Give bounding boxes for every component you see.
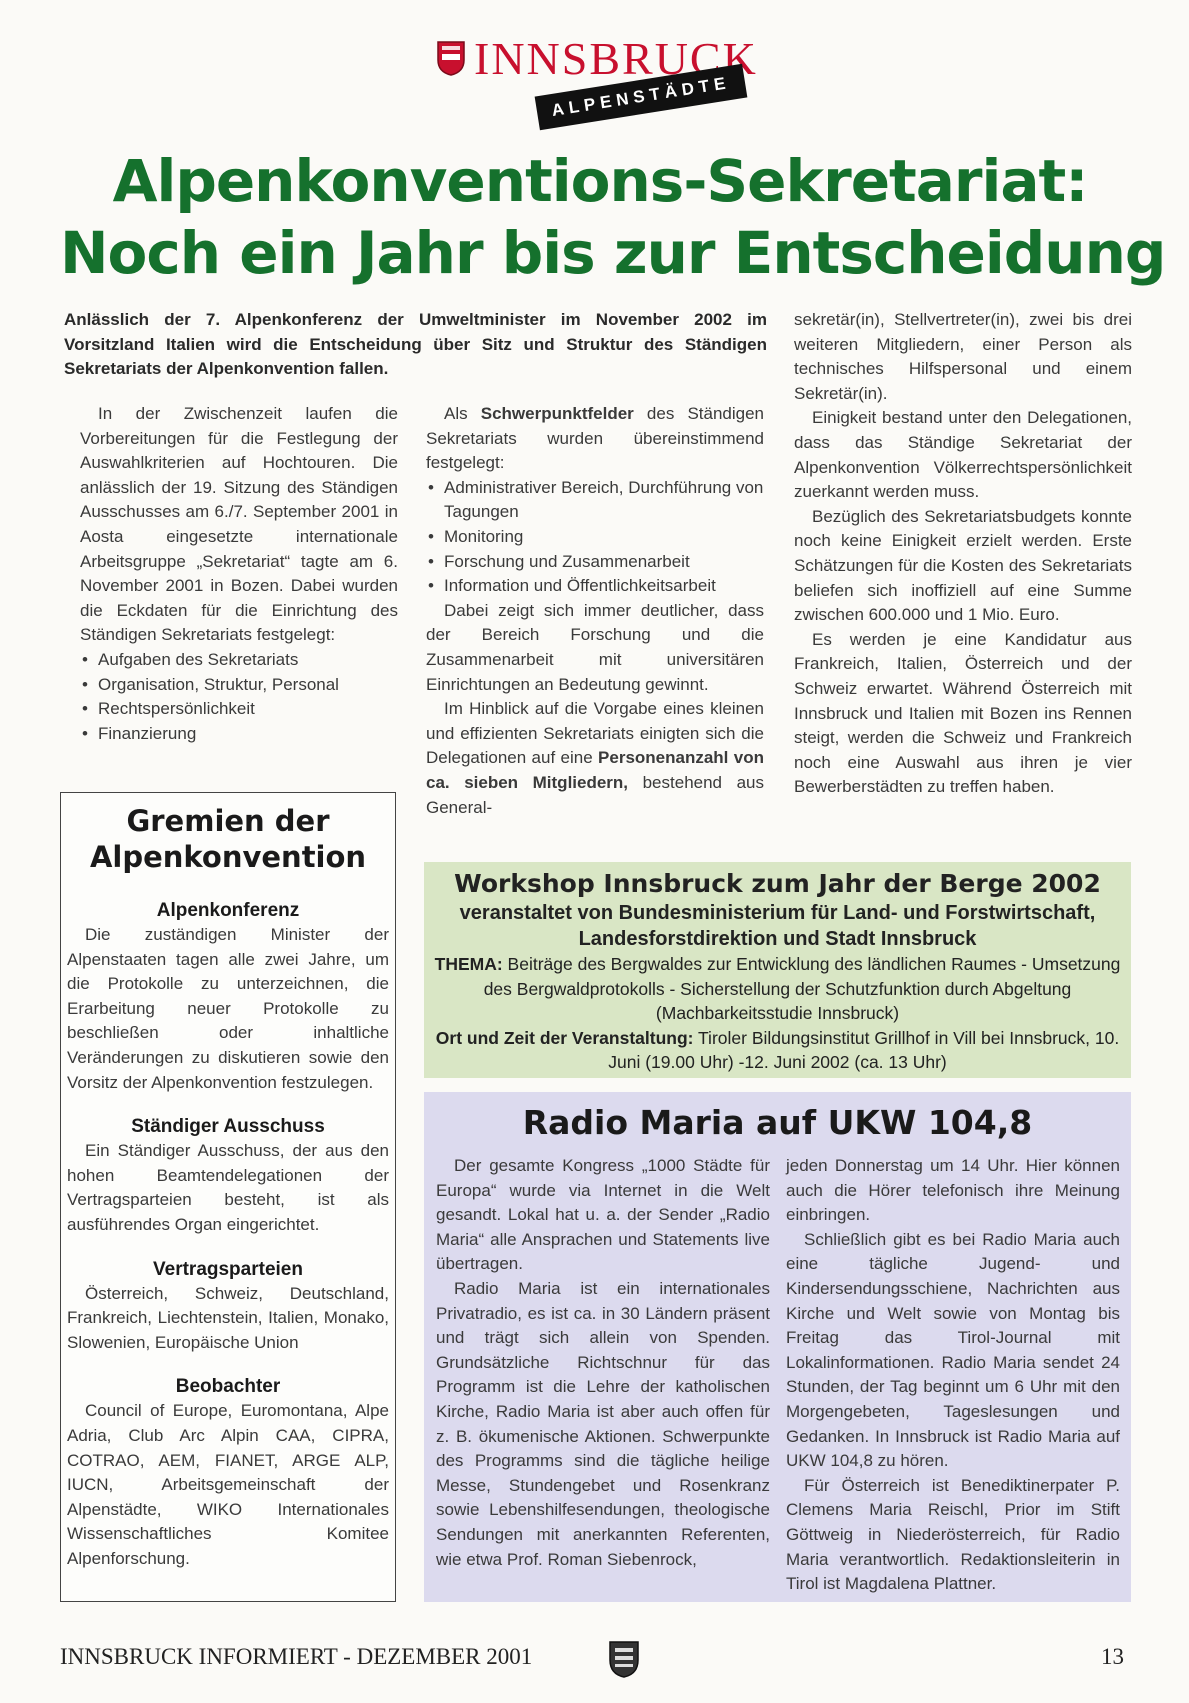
ort-label: Ort und Zeit der Veranstaltung: bbox=[435, 1027, 694, 1048]
radio-paragraph: jeden Donnerstag um 14 Uhr. Hier können auch die Hörer telefonisch ihre Meinung einbringen. bbox=[786, 1156, 1120, 1225]
masthead bbox=[436, 33, 766, 121]
radio-paragraph: Schließlich gibt es bei Radio Maria auch eine tägliche Jugend- und Kindersendungsschiene, Nachrichten aus Kirche und Welt sowie von Montag bis Freitag das Tirol-Journal mit Lokalinformationen. Radio Maria sendet 24 Stunden, der Tag beginnt um 6 Uhr mit den Morgengebeten, Tageslesungen und Gedanken. In Innsbruck ist Radio Maria auf UKW 104,8 zu hören. bbox=[786, 1229, 1120, 1471]
gremien-sidebar-box bbox=[60, 792, 396, 1602]
section-text: Ein Ständiger Ausschuss, der aus den hohen Beamtendelegationen der Vertragsparteien besteht, ist als ausführendes Organ eingerichtet. bbox=[67, 1141, 389, 1234]
list-item: • Finanzierung bbox=[80, 722, 398, 747]
list-item: • Forschung und Zusammenarbeit bbox=[426, 550, 764, 575]
gremien-section-beobachter bbox=[67, 1375, 389, 1571]
col1-paragraph-1: In der Zwischenzeit laufen die Vorbereitungen für die Festlegung der Auswahlkriterien auf Hochtouren. Die anlässlich der 19. Sitzung des Ständigen Ausschusses am 6./7. September 2001 in Aosta eingesetzte internationale Arbeitsgruppe „Sekretariat“ tagte am 6. November 2001 in Bozen. Dabei wurden die Eckdaten für die Einrichtung des Ständigen Sekretariats festgelegt: bbox=[80, 404, 398, 645]
innsbruck-shield-icon bbox=[436, 40, 466, 76]
page-title bbox=[60, 145, 1166, 289]
emphasis-personenanzahl: Personenanzahl von ca. sieben Mitgliedern, bbox=[426, 748, 764, 792]
workshop-thema bbox=[434, 952, 1121, 1026]
radio-column-left bbox=[436, 1154, 770, 1572]
thema-label: THEMA: bbox=[434, 954, 503, 974]
gremien-section-vertragsparteien bbox=[67, 1258, 389, 1356]
section-text: Die zuständigen Minister der Alpenstaaten tagen alle zwei Jahre, um die Protokolle zu unterzeichnen, die Erarbeitung neuer Protokolle zu beschließen oder inhaltliche Veränderungen zu diskutieren sowie den Vorsitz der Alpenkonvention festzulegen. bbox=[67, 925, 389, 1092]
masthead-name: INNSBRUCK bbox=[474, 33, 758, 84]
text-run: bestehend aus General- bbox=[426, 772, 764, 817]
col2-paragraph-1 bbox=[426, 402, 764, 476]
text-run: Als bbox=[444, 404, 481, 423]
gremien-title bbox=[67, 803, 389, 875]
section-text: Council of Europe, Euromontana, Alpe Adria, Club Arc Alpin CAA, CIPRA, COTRAO, AEM, FIANET, ARGE ALP, IUCN, Arbeitsgemeinschaft der Alpenstädte, WIKO Internationales Wissenschaftliches Komitee Alpenforschung. bbox=[67, 1401, 389, 1568]
col3-paragraph-4: Es werden je eine Kandidatur aus Frankreich, Italien, Österreich und der Schweiz erwartet. Während Österreich mit Innsbruck und Italien mit Bozen ins Rennen steigt, werden die Schweiz und Frankreich noch eine Auswahl aus ihren je vier Bewerberstädten zu treffen haben. bbox=[794, 629, 1132, 797]
workshop-ort-zeit bbox=[434, 1026, 1121, 1075]
ort-text: Tiroler Bildungsinstitut Grillhof in Vill bei Innsbruck, 10. Juni (19.00 Uhr) -12. Juni 2002 (ca. 13 Uhr) bbox=[608, 1027, 1120, 1073]
section-heading: Ständiger Ausschuss bbox=[131, 1116, 325, 1138]
innsbruck-crest-icon bbox=[608, 1638, 640, 1678]
article-column-2 bbox=[426, 402, 764, 820]
page-number: 13 bbox=[1101, 1644, 1124, 1669]
gremien-section-alpenkonferenz bbox=[67, 899, 389, 1095]
col2-paragraph-3 bbox=[426, 697, 764, 820]
col3-paragraph-2: Einigkeit bestand unter den Delegationen, dass das Ständige Sekretariat der Alpenkonvention Völkerrechtspersönlichkeit zuerkannt werden muss. bbox=[794, 408, 1132, 502]
workshop-box bbox=[424, 862, 1131, 1078]
radio-title: Radio Maria auf UKW 104,8 bbox=[522, 1103, 1033, 1142]
list-item: • Rechtspersönlichkeit bbox=[80, 697, 398, 722]
list-item: • Administrativer Bereich, Durchführung von Tagungen bbox=[426, 476, 764, 525]
radio-column-right bbox=[786, 1154, 1120, 1597]
masthead-banner: ALPENSTÄDTE bbox=[535, 64, 748, 130]
col1-bullet-list bbox=[80, 648, 398, 746]
radio-maria-box bbox=[424, 1092, 1131, 1602]
col2-paragraph-2: Dabei zeigt sich immer deutlicher, dass der Bereich Forschung und die Zusammenarbeit mit universitären Einrichtungen an Bedeutung gewinnt. bbox=[426, 600, 764, 694]
text-run: Im Hinblick auf die Vorgabe eines kleinen und effizienten Sekretariats einigten sich die Delegationen auf eine bbox=[426, 699, 764, 768]
gremien-title-line-1: Gremien der bbox=[126, 804, 330, 838]
footer-publication: INNSBRUCK INFORMIERT - DEZEMBER 2001 bbox=[60, 1644, 533, 1669]
section-heading: Vertragsparteien bbox=[153, 1258, 303, 1280]
thema-text: Beiträge des Bergwaldes zur Entwicklung des ländlichen Raumes - Umsetzung des Bergwaldprotokolls - Sicherstellung der Schutzfunktion durch Abgeltung (Machbarkeitsstudie Innsbruck) bbox=[483, 954, 1121, 1024]
article-column-3 bbox=[794, 308, 1132, 800]
workshop-subtitle: veranstaltet von Bundesministerium für Land- und Forstwirtschaft, Landesforstdirektion und Stadt Innsbruck bbox=[459, 902, 1096, 950]
headline-line-2: Noch ein Jahr bis zur Entscheidung bbox=[60, 219, 1166, 287]
article-column-1 bbox=[80, 402, 398, 746]
section-heading: Alpenkonferenz bbox=[156, 900, 300, 921]
list-item: • Monitoring bbox=[426, 525, 764, 550]
list-item: • Information und Öffentlichkeitsarbeit bbox=[426, 574, 764, 599]
lead-paragraph: Anlässlich der 7. Alpenkonferenz der Umweltminister im November 2002 im Vorsitzland Italien wird die Entscheidung über Sitz und Struktur des Ständigen Sekretariats der Alpenkonvention fallen. bbox=[64, 310, 767, 379]
workshop-title: Workshop Innsbruck zum Jahr der Berge 2002 bbox=[454, 869, 1101, 898]
gremien-section-staendiger-ausschuss bbox=[67, 1115, 389, 1237]
col3-paragraph-1: sekretär(in), Stellvertreter(in), zwei bis drei weiteren Mitgliedern, einer Person als technisches Hilfspersonal und einem Sekretär(in). bbox=[794, 310, 1132, 403]
radio-paragraph: Für Österreich ist Benediktinerpater P. Clemens Maria Reischl, Prior im Stift Göttweig in Niederösterreich, für Radio Maria verantwortlich. Redaktionsleiterin in Tirol ist Magdalena Plattner. bbox=[786, 1475, 1120, 1594]
gremien-title-line-2: Alpenkonvention bbox=[89, 840, 367, 874]
emphasis-schwerpunktfelder: Schwerpunktfelder bbox=[480, 404, 634, 423]
text-run: des Ständigen Sekretariats wurden übereinstimmend festgelegt: bbox=[426, 404, 765, 473]
col2-bullet-list bbox=[426, 476, 764, 599]
page-footer bbox=[60, 1638, 1130, 1678]
col3-paragraph-3: Bezüglich des Sekretariatsbudgets konnte noch keine Einigkeit erzielt werden. Erste Schätzungen für die Kosten des Sekretariats beliefen sich inoffiziell auf eine Summe zwischen 600.000 und 1 Mio. Euro. bbox=[794, 506, 1132, 625]
list-item: • Aufgaben des Sekretariats bbox=[80, 648, 398, 673]
radio-paragraph: Radio Maria ist ein internationales Privatradio, es ist ca. in 30 Ländern präsent und trägt sich allein von Spenden. Grundsätzliche Richtschnur für das Programm ist die Lehre der katholischen Kirche, Radio Maria ist aber auch offen für z. B. ökumenische Aktionen. Schwerpunkte des Programms sind die tägliche heilige Messe, Stundengebet und Rosenkranz sowie Lebenshilfesendungen, theologische Sendungen mit anerkannten Referenten, wie etwa Prof. Roman Siebenrock, bbox=[436, 1278, 770, 1569]
headline-line-1: Alpenkonventions-Sekretariat: bbox=[112, 147, 1088, 215]
section-text: Österreich, Schweiz, Deutschland, Frankreich, Liechtenstein, Italien, Monako, Slowenien, Europäische Union bbox=[67, 1283, 389, 1352]
section-heading: Beobachter bbox=[175, 1376, 281, 1398]
radio-paragraph: Der gesamte Kongress „1000 Städte für Europa“ wurde via Internet in die Welt gesandt. Lokal hat u. a. der Sender „Radio Maria“ alle Ansprachen und Statements live übertragen. bbox=[436, 1156, 770, 1274]
list-item: • Organisation, Struktur, Personal bbox=[80, 673, 398, 698]
